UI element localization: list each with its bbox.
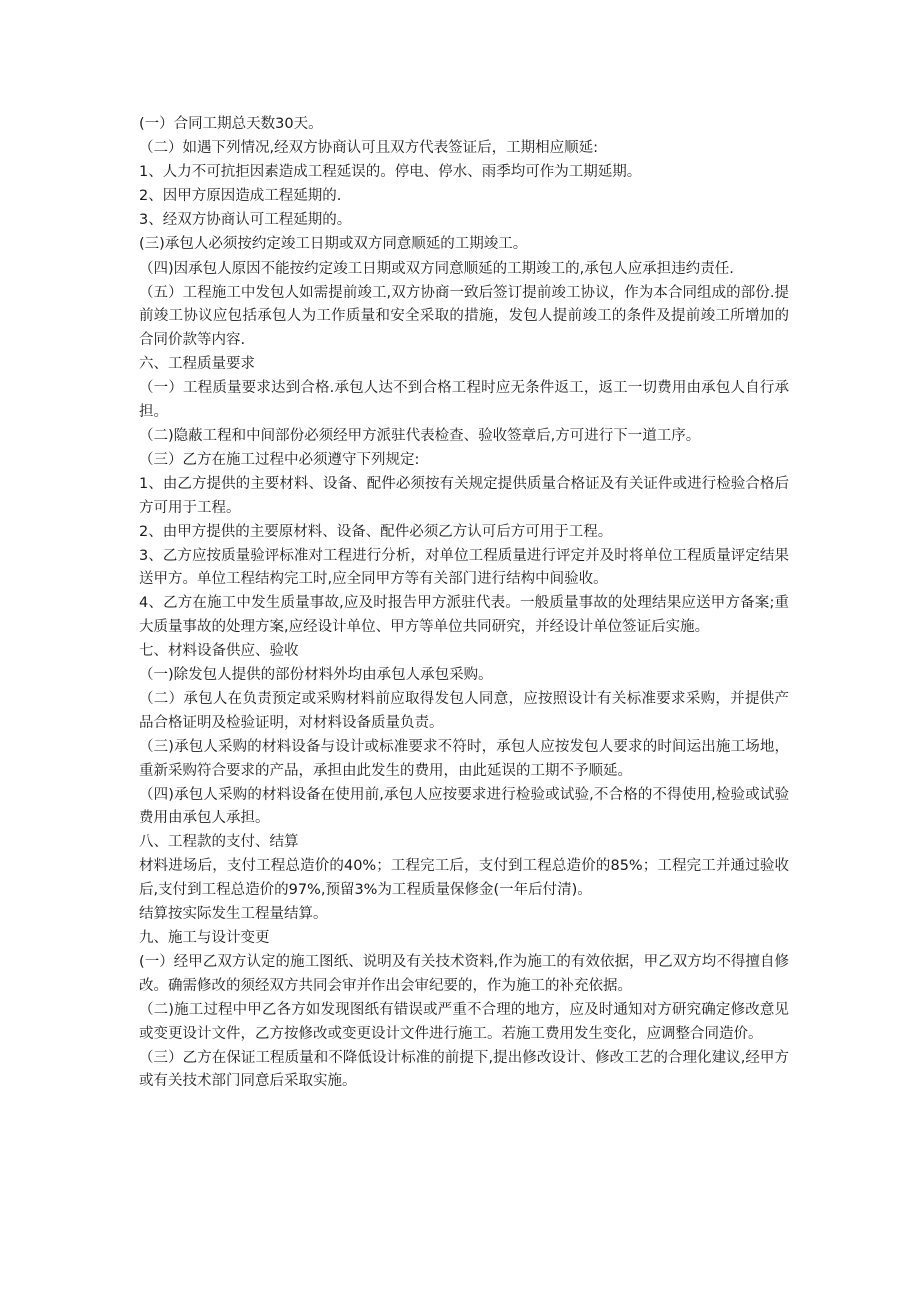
clause-paragraph: 4、乙方在施工中发生质量事故,应及时报告甲方派驻代表。一般质量事故的处理结果应送甲方备案;重大质量事故的处理方案,应经设计单位、甲方等单位共同研究，并经设计单位签证后实施。 [139,595,789,635]
clause-paragraph: （一）工程质量要求达到合格.承包人达不到合格工程时应无条件返工，返工一切费用由承包人自行承担。 [139,380,789,420]
clause-paragraph: （三）乙方在保证工程质量和不降低设计标准的前提下,提出修改设计、修改工艺的合理化建议,经甲方或有关技术部门同意后采取实施。 [139,1049,789,1090]
clause-paragraph: 2、因甲方原因造成工程延期的. [139,188,342,205]
clause-paragraph: （二）如遇下列情况,经双方协商认可且双方代表签证后，工期相应顺延: [139,140,598,157]
clause-paragraph: （二)隐蔽工程和中间部份必须经甲方派驻代表检查、验收签章后,方可进行下一道工序。 [139,427,701,444]
clause-paragraph: （三）乙方在施工过程中必须遵守下列规定: [139,451,420,468]
clause-paragraph: 1、由乙方提供的主要材料、设备、配件必须按有关规定提供质量合格证及有关证件或进行检验合格后方可用于工程。 [139,475,789,516]
section-heading: 八、工程款的支付、结算 [139,834,299,851]
clause-paragraph: （四)承包人采购的材料设备在使用前,承包人应按要求进行检验或试验,不合格的不得使用,检验或试验费用由承包人承担。 [139,786,789,827]
clause-paragraph: （三)承包人采购的材料设备与设计或标准要求不符时，承包人应按发包人要求的时间运出施工场地，重新采购符合要求的产品，承担由此发生的费用，由此延误的工期不予顺延。 [139,738,789,779]
clause-paragraph: 1、人力不可抗拒因素造成工程延误的。停电、停水、雨季均可作为工期延期。 [139,164,642,181]
clause-paragraph: (三)承包人必须按约定竣工日期或双方同意顺延的工期竣工。 [139,236,528,253]
clause-paragraph: （五）工程施工中发包人如需提前竣工,双方协商一致后签订提前竣工协议，作为本合同组成的部份.提前竣工协议应包括承包人为工作质量和安全采取的措施，发包人提前竣工的条件及提前竣工所增加的合同价款等内容. [139,284,789,348]
document-body [139,113,789,1094]
section-heading: 六、工程质量要求 [139,355,255,372]
clause-paragraph: 结算按实际发生工程量结算。 [139,906,328,923]
clause-paragraph: 3、乙方应按质量验评标准对工程进行分析，对单位工程质量进行评定并及时将单位工程质量评定结果送甲方。单位工程结构完工时,应全同甲方等有关部门进行结构中间验收。 [139,547,789,588]
clause-paragraph: （二）承包人在负责预定或采购材料前应取得发包人同意，应按照设计有关标准要求采购，并提供产品合格证明及检验证明，对材料设备质量负责。 [139,691,789,731]
clause-paragraph: 3、经双方协商认可工程延期的。 [139,212,352,229]
clause-paragraph: (一）合同工期总天数30天。 [139,116,323,132]
clause-paragraph: （四)因承包人原因不能按约定竣工日期或双方同意顺延的工期竣工的,承包人应承担违约责任. [139,260,734,277]
clause-paragraph: （二)施工过程中甲乙各方如发现图纸有错误或严重不合理的地方，应及时通知对方研究确定修改意见或变更设计文件，乙方按修改或变更设计文件进行施工。若施工费用发生变化，应调整合同造价。 [139,1001,789,1042]
section-heading: 九、施工与设计变更 [139,930,270,947]
clause-paragraph: (一）经甲乙双方认定的施工图纸、说明及有关技术资料,作为施工的有效依据，甲乙双方均不得擅自修改。确需修改的须经双方共同会审并作出会审纪要的，作为施工的补充依据。 [139,954,789,994]
clause-paragraph: 2、由甲方提供的主要原材料、设备、配件必须乙方认可后方可用于工程。 [139,523,613,540]
clause-paragraph: 材料进场后，支付工程总造价的40%；工程完工后，支付到工程总造价的85%；工程完工并通过验收后,支付到工程总造价的97%,预留3%为工程质量保修金(一年后付清)。 [139,858,789,898]
clause-paragraph: （一)除发包人提供的部份材料外均由承包人承包采购。 [139,667,493,684]
section-heading: 七、材料设备供应、验收 [139,643,299,660]
